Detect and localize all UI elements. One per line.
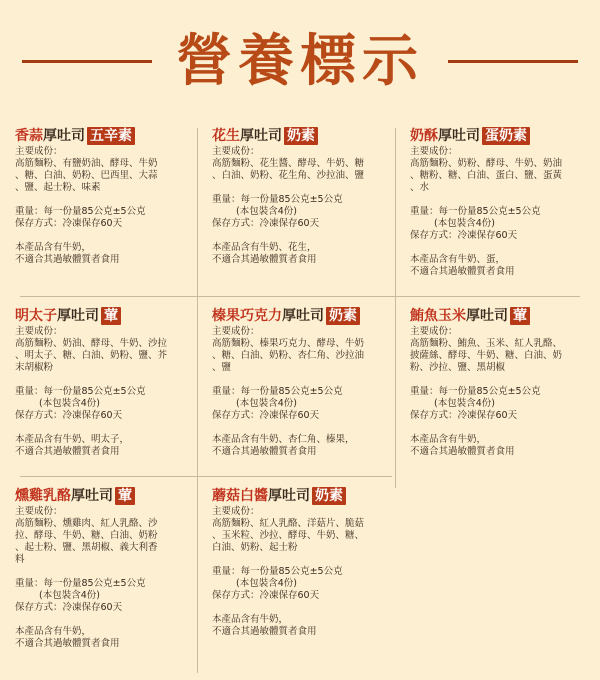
row-divider — [20, 296, 580, 297]
product-name — [15, 124, 191, 146]
package-count: (本包裝含4份) — [434, 398, 495, 409]
product-card — [197, 118, 392, 266]
storage-text: 保存方式：冷凍保存60天 — [15, 218, 123, 229]
package-count: (本包裝含4份) — [236, 578, 297, 589]
storage-text: 保存方式：冷凍保存60天 — [212, 410, 320, 421]
product-name — [212, 304, 388, 326]
ingredients-label: 主要成份： — [212, 326, 260, 337]
ingredients-line: 料 — [15, 554, 25, 565]
storage-text: 保存方式：冷凍保存60天 — [15, 602, 123, 613]
spacer — [212, 422, 388, 434]
ingredients-line: 拉、酵母、牛奶、糖、白油、奶粉 — [15, 530, 158, 541]
ingredients-label: 主要成份： — [410, 326, 458, 337]
allergen-notice: 不適合其過敏體質者食用 — [410, 266, 515, 277]
ingredients-line: 、糖、白油、奶粉、杏仁角、沙拉油 — [212, 350, 365, 361]
allergen-notice: 本產品含有牛奶， — [212, 614, 289, 625]
spacer — [15, 422, 191, 434]
weight-text: 重量：每一份量85公克±5公克 — [410, 206, 541, 217]
spacer — [15, 374, 191, 386]
diet-badge: 奶素 — [312, 487, 346, 505]
diet-badge: 奶素 — [284, 127, 318, 145]
product-name — [15, 484, 191, 506]
spacer — [15, 194, 191, 206]
ingredients-label: 主要成份： — [15, 326, 63, 337]
product-name-highlight: 蘑菇白醬 — [212, 488, 268, 504]
ingredients-line: 高筋麵粉、奶粉、酵母、牛奶、奶油 — [410, 158, 563, 169]
allergen-notice: 不適合其過敏體質者食用 — [212, 626, 317, 637]
weight-text: 重量：每一份量85公克±5公克 — [15, 578, 146, 589]
allergen-notice: 不適合其過敏體質者食用 — [410, 446, 515, 457]
storage-text: 保存方式：冷凍保存60天 — [410, 230, 518, 241]
ingredients-line: 披薩絲、酵母、牛奶、糖、白油、奶 — [410, 350, 563, 361]
header — [0, 0, 600, 118]
weight-text: 重量：每一份量85公克±5公克 — [15, 386, 146, 397]
ingredients-line: 高筋麵粉、紅人乳酪、洋菇片、脆菇 — [212, 518, 365, 529]
product-name — [410, 304, 586, 326]
product-name-suffix: 厚吐司 — [43, 128, 85, 144]
package-count: (本包裝含4份) — [39, 590, 100, 601]
product-name-highlight: 花生 — [212, 128, 240, 144]
product-name-suffix: 厚吐司 — [438, 128, 480, 144]
product-name-suffix: 厚吐司 — [57, 308, 99, 324]
product-card — [0, 118, 195, 266]
allergen-notice: 不適合其過敏體質者食用 — [15, 254, 120, 265]
ingredients-line: 高筋麵粉、有鹽奶油、酵母、牛奶 — [15, 158, 158, 169]
spacer — [212, 554, 388, 566]
ingredients-line: 、糖粉、糖、白油、蛋白、鹽、蛋黃 — [410, 170, 563, 181]
allergen-notice: 本產品含有牛奶， — [15, 242, 92, 253]
allergen-notice: 不適合其過敏體質者食用 — [212, 446, 317, 457]
allergen-notice: 本產品含有牛奶、杏仁角、榛果， — [212, 434, 355, 445]
allergen-notice: 不適合其過敏體質者食用 — [212, 254, 317, 265]
ingredients-line: 、糖、白油、奶粉、巴西里、大蒜 — [15, 170, 158, 181]
product-card — [197, 298, 392, 458]
spacer — [15, 566, 191, 578]
product-name-suffix: 厚吐司 — [240, 128, 282, 144]
storage-text: 保存方式：冷凍保存60天 — [410, 410, 518, 421]
product-name-highlight: 奶酥 — [410, 128, 438, 144]
product-name-highlight: 香蒜 — [15, 128, 43, 144]
ingredients-line: 、起士粉、鹽、黑胡椒、義大利香 — [15, 542, 158, 553]
package-count: (本包裝含4份) — [236, 398, 297, 409]
spacer — [15, 614, 191, 626]
ingredients-line: 高筋麵粉、鮪魚、玉米、紅人乳酪、 — [410, 338, 563, 349]
package-count: (本包裝含4份) — [39, 398, 100, 409]
product-name — [212, 124, 388, 146]
product-name-suffix: 厚吐司 — [268, 488, 310, 504]
product-grid — [0, 118, 600, 680]
diet-badge: 葷 — [101, 307, 121, 325]
spacer — [212, 230, 388, 242]
ingredients-label: 主要成份： — [212, 146, 260, 157]
spacer — [212, 374, 388, 386]
product-card — [0, 298, 195, 458]
product-name — [212, 484, 388, 506]
product-name — [15, 304, 191, 326]
storage-text: 保存方式：冷凍保存60天 — [15, 410, 123, 421]
ingredients-line: 高筋麵粉、榛果巧克力、酵母、牛奶 — [212, 338, 365, 349]
ingredients-line: 末胡椒粉 — [15, 362, 54, 373]
diet-badge: 葷 — [510, 307, 530, 325]
ingredients-line: 白油、奶粉、起士粉 — [212, 542, 298, 553]
ingredients-label: 主要成份： — [15, 146, 63, 157]
ingredients-line: 、明太子、糖、白油、奶粉、鹽、芥 — [15, 350, 168, 361]
spacer — [410, 422, 586, 434]
ingredients-line: 、水 — [410, 182, 430, 193]
ingredients-label: 主要成份： — [212, 506, 260, 517]
product-card — [0, 478, 195, 650]
ingredients-line: 高筋麵粉、奶油、酵母、牛奶、沙拉 — [15, 338, 168, 349]
row-divider — [20, 476, 392, 477]
ingredients-line: 、白油、奶粉、花生角、沙拉油、鹽 — [212, 170, 365, 181]
spacer — [15, 230, 191, 242]
storage-text: 保存方式：冷凍保存60天 — [212, 590, 320, 601]
weight-text: 重量：每一份量85公克±5公克 — [15, 206, 146, 217]
package-count: (本包裝含4份) — [434, 218, 495, 229]
allergen-notice: 不適合其過敏體質者食用 — [15, 446, 120, 457]
diet-badge: 五辛素 — [87, 127, 135, 145]
page-title: 營養標示 — [176, 28, 424, 94]
product-name-highlight: 榛果巧克力 — [212, 308, 282, 324]
diet-badge: 奶素 — [326, 307, 360, 325]
storage-text: 保存方式：冷凍保存60天 — [212, 218, 320, 229]
ingredients-line: 、鹽、起士粉、味素 — [15, 182, 101, 193]
ingredients-line: 高筋麵粉、燻雞肉、紅人乳酪、沙 — [15, 518, 158, 529]
allergen-notice: 本產品含有牛奶， — [410, 434, 487, 445]
product-name-suffix: 厚吐司 — [282, 308, 324, 324]
product-card — [395, 298, 590, 458]
package-count: (本包裝含4份) — [236, 206, 297, 217]
ingredients-line: 、玉米粒、沙拉、酵母、牛奶、糖、 — [212, 530, 365, 541]
product-name-suffix: 厚吐司 — [71, 488, 113, 504]
product-name-highlight: 燻雞乳酪 — [15, 488, 71, 504]
product-name-highlight: 明太子 — [15, 308, 57, 324]
spacer — [410, 242, 586, 254]
allergen-notice: 本產品含有牛奶、蛋， — [410, 254, 506, 265]
diet-badge: 葷 — [115, 487, 135, 505]
ingredients-label: 主要成份： — [410, 146, 458, 157]
diet-badge: 蛋奶素 — [482, 127, 530, 145]
title-rule-right — [448, 60, 578, 63]
spacer — [410, 194, 586, 206]
ingredients-line: 粉、沙拉、鹽、黑胡椒 — [410, 362, 506, 373]
weight-text: 重量：每一份量85公克±5公克 — [212, 566, 343, 577]
product-card — [197, 478, 392, 638]
product-name — [410, 124, 586, 146]
title-rule-left — [22, 60, 152, 63]
spacer — [212, 182, 388, 194]
weight-text: 重量：每一份量85公克±5公克 — [212, 386, 343, 397]
ingredients-line: 、鹽 — [212, 362, 232, 373]
allergen-notice: 本產品含有牛奶、明太子， — [15, 434, 130, 445]
product-name-suffix: 厚吐司 — [466, 308, 508, 324]
product-card — [395, 118, 590, 278]
product-name-highlight: 鮪魚玉米 — [410, 308, 466, 324]
allergen-notice: 不適合其過敏體質者食用 — [15, 638, 120, 649]
weight-text: 重量：每一份量85公克±5公克 — [410, 386, 541, 397]
ingredients-label: 主要成份： — [15, 506, 63, 517]
weight-text: 重量：每一份量85公克±5公克 — [212, 194, 343, 205]
allergen-notice: 本產品含有牛奶、花生， — [212, 242, 317, 253]
allergen-notice: 本產品含有牛奶， — [15, 626, 92, 637]
spacer — [212, 602, 388, 614]
ingredients-line: 高筋麵粉、花生醬、酵母、牛奶、糖 — [212, 158, 365, 169]
spacer — [410, 374, 586, 386]
